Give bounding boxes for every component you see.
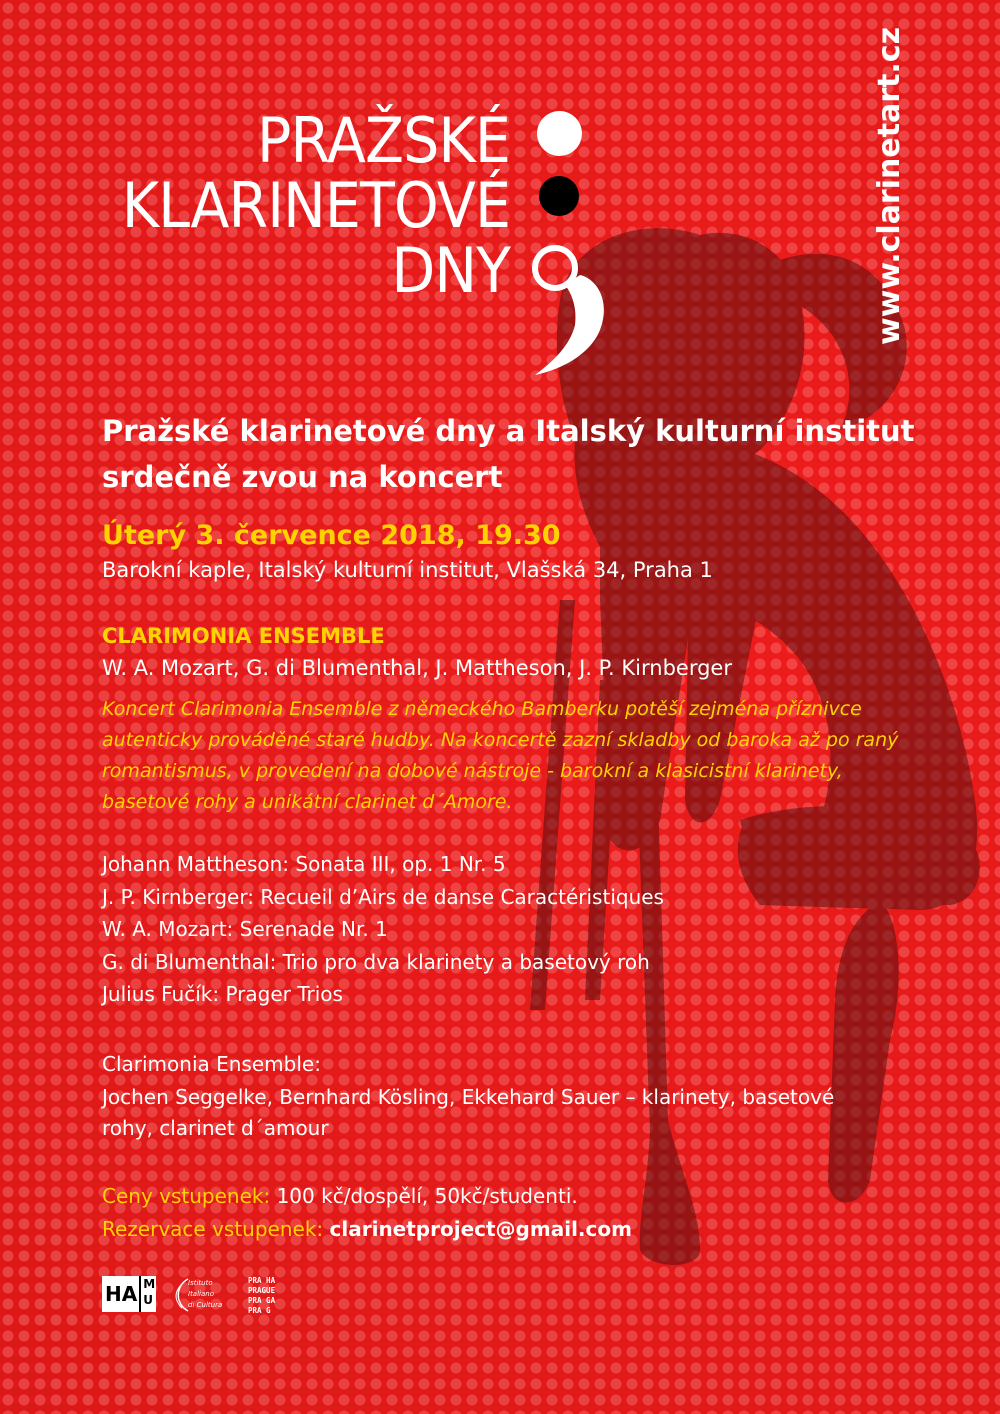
praha-logo [248,1276,288,1316]
iic-swirl-icon [170,1276,190,1314]
praha-line: PRAGUE [248,1286,276,1295]
logo-line-3: DNY [391,234,510,307]
website-url[interactable]: www.clarinetart.cz [872,26,907,345]
concert-description: Koncert Clarimonia Ensemble z německého Bamberku potěší zejména příznivce autenticky prováděné staré hudby. Na koncertě zazní skladby od baroka až po raný romantismus, v provedení na dobové nástroje - barokní a klasicistní klarinety, basetové rohy a unikátní clarinet d´Amore. [102,698,899,813]
logo-dot-white [537,111,582,156]
iic-line-2: Italiano [188,1290,214,1298]
iic-logo [170,1276,232,1314]
reservation-label: Rezervace vstupenek: [102,1217,324,1241]
iic-line-1: Istituto [188,1279,213,1287]
concert-venue: Barokní kaple, Italský kulturní institut, Vlašská 34, Praha 1 [102,558,713,582]
ticket-prices-value: 100 kč/dospělí, 50kč/studenti. [276,1184,578,1208]
logo-line-2: KLARINETOVÉ [121,169,510,242]
ham-logo-m: M [143,1277,156,1291]
logo-line-1: PRAŽSKÉ [256,104,510,177]
logo-comma-icon [525,270,615,380]
ticket-prices-label: Ceny vstupenek: [102,1184,271,1208]
concert-date: Úterý 3. července 2018, 19.30 [102,520,561,551]
program-list [102,848,664,1011]
praha-line: PRA GA [248,1296,276,1305]
praha-line: PRA G [248,1306,271,1315]
program-item: Johann Mattheson: Sonata III, op. 1 Nr. 5 [102,852,506,876]
logo-dot-black [539,176,579,216]
members-list: Jochen Seggelke, Bernhard Kösling, Ekkehard Sauer – klarinety, basetové rohy, clarinet d´amour [102,1085,835,1140]
program-item: Julius Fučík: Prager Trios [102,982,343,1006]
headline-line-1: Pražské klarinetové dny a Italský kulturní institut [102,414,915,448]
program-item: G. di Blumenthal: Trio pro dva klarinety a basetový roh [102,949,650,974]
members-title: Clarimonia Ensemble: [102,1052,321,1076]
ticket-prices [102,1180,578,1213]
program-item: W. A. Mozart: Serenade Nr. 1 [102,917,388,941]
iic-line-3: di Cultura [188,1301,223,1309]
ticket-reservation [102,1213,632,1246]
composers-list: W. A. Mozart, G. di Blumenthal, J. Mattheson, J. P. Kirnberger [102,656,732,680]
praha-line: PRA HA [248,1276,276,1285]
program-item: J. P. Kirnberger: Recueil d’Airs de danse Caractéristiques [102,884,664,909]
ham-logo [102,1276,156,1312]
reservation-email[interactable]: clarinetproject@gmail.com [329,1217,632,1241]
ensemble-title: CLARIMONIA ENSEMBLE [102,624,385,648]
headline-line-2: srdečně zvou na koncert [102,460,503,494]
ham-logo-u: U [143,1293,153,1307]
ham-logo-ha: HA [105,1282,138,1306]
